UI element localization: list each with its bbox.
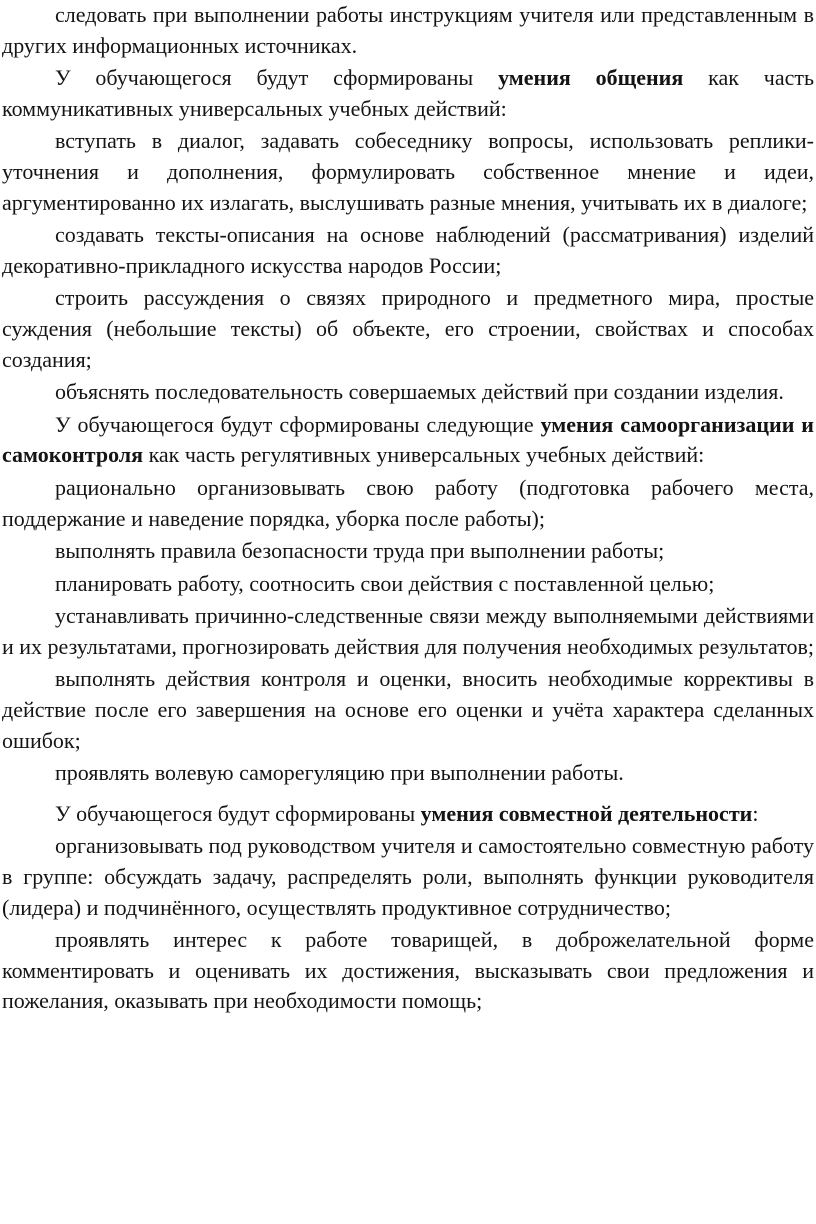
paragraph-explain-sequence — [2, 377, 814, 408]
bold-term: умения совместной деятельности — [420, 800, 753, 826]
paragraph-communication-skills-intro — [2, 63, 814, 124]
paragraph-self-organization-intro — [2, 410, 814, 471]
text-run: организовывать под руководством учителя и самостоятельно совместную работу в группе: обсуждать задачу, распределять роли, выполнять функции руководителя (лидера) и подчинённого, осуществлять продуктивное сотрудничество; — [2, 833, 814, 920]
paragraph-dialogue — [2, 126, 814, 218]
text-run: планировать работу, соотносить свои действия с поставленной целью; — [55, 570, 715, 596]
text-run: проявлять интерес к работе товарищей, в доброжелательной форме комментировать и оценивать их достижения, высказывать свои предложения и пожелания, оказывать при необходимости помощь; — [2, 927, 814, 1014]
text-run: как часть коммуникативных универсальных учебных действий: — [2, 65, 815, 121]
bold-term: умения самоорганизации и самоконтроля — [2, 411, 814, 468]
paragraph-peer-interest — [2, 925, 814, 1017]
text-run: У обучающегося будут сформированы — [55, 800, 421, 826]
paragraph-follow-instructions — [2, 0, 814, 61]
paragraph-reasoning — [2, 283, 814, 375]
text-run: У обучающегося будут сформированы — [55, 65, 499, 91]
text-run: рационально организовывать свою работу (подготовка рабочего места, поддержание и наведение порядка, уборка после работы); — [2, 474, 814, 531]
paragraph-control-evaluation — [2, 664, 814, 756]
paragraph-group-work — [2, 831, 814, 923]
text-run: устанавливать причинно-следственные связи между выполняемыми действиями и их результатами, прогнозировать действия для получения необходимых результатов; — [2, 603, 815, 659]
paragraph-cause-effect — [2, 601, 814, 662]
paragraph-joint-activity-intro — [2, 799, 814, 830]
paragraph-safety-rules — [2, 536, 814, 567]
text-run: : — [752, 800, 759, 826]
paragraph-descriptive-texts — [2, 220, 814, 281]
text-run: проявлять волевую саморегуляцию при выполнении работы. — [55, 760, 624, 786]
text-run: вступать в диалог, задавать собеседнику вопросы, использовать реплики-уточнения и дополнения, формулировать собственное мнение и идеи, аргументированно их излагать, выслушивать разные мнения, учитывать их в диалоге; — [2, 128, 814, 215]
text-run: выполнять правила безопасности труда при выполнении работы; — [55, 538, 665, 564]
paragraph-self-regulation — [2, 758, 814, 789]
text-run: У обучающегося будут сформированы следующие — [55, 411, 541, 437]
text-run: создавать тексты-описания на основе наблюдений (рассматривания) изделий декоративно-прикладного искусства народов России; — [2, 222, 814, 278]
paragraph-plan-work — [2, 569, 814, 600]
text-run: объяснять последовательность совершаемых действий при создании изделия. — [55, 379, 784, 405]
text-run: как часть регулятивных универсальных учебных действий: — [143, 442, 705, 468]
text-run: выполнять действия контроля и оценки, вносить необходимые коррективы в действие после его завершения на основе его оценки и учёта характера сделанных ошибок; — [2, 666, 814, 753]
paragraph-organize-work — [2, 473, 814, 534]
text-run: строить рассуждения о связях природного и предметного мира, простые суждения (небольшие тексты) об объекте, его строении, свойствах и способах создания; — [2, 285, 814, 372]
bold-term: умения общения — [498, 65, 684, 91]
text-run: следовать при выполнении работы инструкциям учителя или представленным в других информационных источниках. — [2, 2, 814, 58]
